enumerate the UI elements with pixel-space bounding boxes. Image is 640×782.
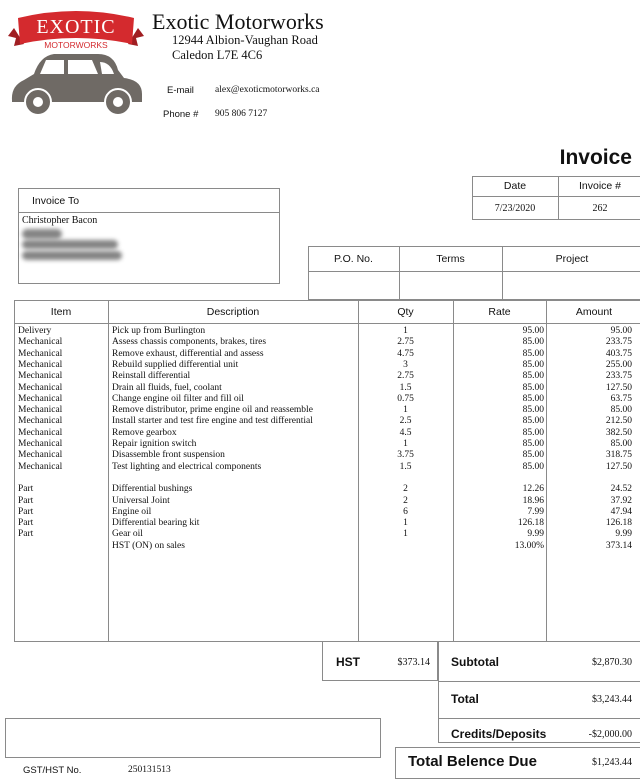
cell-amount: 47.94	[610, 506, 632, 517]
cell-amount: 403.75	[605, 348, 632, 359]
cell-amount: 85.00	[610, 439, 632, 449]
cell-rate: 85.00	[522, 427, 544, 438]
cell-qty: 2	[403, 484, 408, 495]
table-row	[0, 507, 640, 518]
cell-description: Disassemble front suspension	[112, 450, 225, 461]
phone-label: Phone #	[163, 109, 199, 120]
cell-qty: 2.5	[399, 416, 412, 427]
cell-rate: 85.00	[522, 450, 544, 461]
credits-label: Credits/Deposits	[451, 727, 547, 741]
invoice-number-value: 262	[592, 203, 608, 214]
cell-item: Part	[18, 495, 34, 506]
cell-description: Change engine oil filter and fill oil	[112, 393, 244, 404]
email-value: alex@exoticmotorworks.ca	[215, 85, 320, 95]
cell-rate: 85.00	[522, 359, 544, 370]
table-row	[0, 462, 640, 473]
date-label: Date	[503, 180, 527, 192]
table-row	[0, 394, 640, 405]
cell-amount: 37.92	[610, 495, 632, 506]
cell-description: Differential bearing kit	[112, 518, 200, 529]
cell-amount: 126.18	[605, 518, 632, 529]
customer-name: Christopher Bacon	[22, 215, 98, 226]
cell-rate: 85.00	[522, 461, 544, 472]
cell-rate: 85.00	[522, 382, 544, 393]
cell-qty: 1.5	[399, 461, 412, 472]
invoice-to-label: Invoice To	[32, 195, 80, 207]
cell-item: Part	[18, 518, 34, 529]
table-row	[0, 405, 640, 416]
table-row	[0, 439, 640, 450]
cell-description: Gear oil	[112, 529, 143, 540]
cell-rate: 13.00%	[514, 540, 544, 551]
cell-description: Install starter and test fire engine and test differential	[112, 416, 313, 427]
cell-item: Mechanical	[18, 405, 63, 416]
column-header-amount: Amount	[575, 306, 613, 318]
cell-rate: 126.18	[517, 518, 544, 529]
table-row	[0, 541, 640, 552]
cell-qty: 4.5	[399, 427, 412, 438]
cell-qty: 1	[403, 326, 408, 336]
cell-qty: 1	[403, 439, 408, 449]
gst-number: 250131513	[128, 765, 171, 775]
table-row	[0, 349, 640, 360]
gst-label: GST/HST No.	[23, 765, 82, 776]
terms-label: Terms	[436, 253, 465, 265]
table-row	[0, 337, 640, 348]
cell-qty: 2.75	[397, 371, 414, 382]
cell-item: Mechanical	[18, 337, 63, 348]
cell-item: Part	[18, 506, 34, 517]
cell-amount: 85.00	[610, 405, 632, 416]
cell-amount: 9.99	[615, 529, 632, 540]
cell-description: HST (ON) on sales	[112, 540, 185, 551]
table-row	[0, 326, 640, 337]
cell-qty: 1.5	[399, 382, 412, 393]
cell-qty: 4.75	[397, 348, 414, 359]
cell-amount: 373.14	[605, 540, 632, 551]
cell-amount: 63.75	[610, 393, 632, 404]
logo-word: EXOTIC	[36, 16, 116, 38]
hst-label: HST	[336, 655, 360, 669]
cell-item: Mechanical	[18, 393, 63, 404]
cell-rate: 85.00	[522, 348, 544, 359]
cell-amount: 127.50	[605, 461, 632, 472]
cell-rate: 7.99	[527, 506, 544, 517]
po-label: P.O. No.	[334, 253, 373, 265]
cell-qty: 1	[403, 529, 408, 540]
cell-description: Universal Joint	[112, 495, 170, 506]
cell-amount: 255.00	[605, 359, 632, 370]
phone-value: 905 806 7127	[215, 109, 268, 119]
subtotal-value: $2,870.30	[592, 657, 632, 668]
cell-description: Engine oil	[112, 506, 152, 517]
cell-item: Mechanical	[18, 427, 63, 438]
cell-amount: 233.75	[605, 371, 632, 382]
cell-rate: 18.96	[522, 495, 544, 506]
credits-value: -$2,000.00	[588, 729, 632, 740]
redacted-address	[22, 229, 62, 239]
cell-rate: 85.00	[522, 393, 544, 404]
table-row	[0, 360, 640, 371]
table-row	[0, 371, 640, 382]
cell-description: Test lighting and electrical components	[112, 461, 262, 472]
subtotal-label: Subtotal	[451, 655, 499, 669]
table-row	[0, 428, 640, 439]
invoice-number-label: Invoice #	[578, 180, 622, 192]
address-line-2: Caledon L7E 4C6	[172, 48, 263, 62]
cell-qty: 2	[403, 495, 408, 506]
cell-qty: 3.75	[397, 450, 414, 461]
column-header-item: Item	[50, 306, 72, 318]
cell-amount: 24.52	[610, 484, 632, 495]
cell-rate: 85.00	[522, 416, 544, 427]
cell-description: Rebuild supplied differential unit	[112, 359, 239, 370]
cell-rate: 9.99	[527, 529, 544, 540]
company-name: Exotic Motorworks	[152, 9, 324, 34]
total-label: Total	[451, 692, 479, 706]
cell-description: Repair ignition switch	[112, 439, 197, 449]
cell-item: Delivery	[18, 326, 52, 336]
table-row	[0, 383, 640, 394]
table-row	[0, 473, 640, 484]
company-logo	[6, 8, 146, 123]
cell-item: Mechanical	[18, 450, 63, 461]
cell-description: Drain all fluids, fuel, coolant	[112, 382, 222, 393]
cell-qty: 1	[403, 405, 408, 416]
cell-description: Pick up from Burlington	[112, 326, 206, 336]
cell-description: Remove exhaust, differential and assess	[112, 348, 264, 359]
memo-box	[5, 718, 381, 758]
address-line-1: 12944 Albion-Vaughan Road	[172, 33, 318, 47]
cell-description: Remove gearbox	[112, 427, 177, 438]
cell-description: Reinstall differential	[112, 371, 191, 382]
column-header-rate: Rate	[488, 306, 511, 318]
cell-item: Mechanical	[18, 359, 63, 370]
table-row	[0, 416, 640, 427]
cell-rate: 95.00	[522, 326, 544, 336]
cell-amount: 95.00	[610, 326, 632, 336]
balance-due-value: $1,243.44	[592, 757, 632, 768]
cell-item: Mechanical	[18, 461, 63, 472]
cell-rate: 85.00	[522, 337, 544, 348]
invoice-title: Invoice	[559, 146, 632, 169]
cell-rate: 85.00	[522, 405, 544, 416]
table-row	[0, 484, 640, 495]
hst-value: $373.14	[397, 657, 430, 668]
cell-item: Part	[18, 529, 34, 540]
table-row	[0, 496, 640, 507]
cell-amount: 233.75	[605, 337, 632, 348]
cell-qty: 1	[403, 518, 408, 529]
cell-rate: 85.00	[522, 439, 544, 449]
cell-item: Mechanical	[18, 416, 63, 427]
redacted-address	[22, 240, 118, 249]
cell-qty: 6	[403, 506, 408, 517]
total-value: $3,243.44	[592, 694, 632, 705]
cell-amount: 318.75	[605, 450, 632, 461]
cell-amount: 382.50	[605, 427, 632, 438]
email-label: E-mail	[167, 85, 194, 96]
cell-item: Mechanical	[18, 382, 63, 393]
column-header-description: Description	[206, 306, 260, 318]
cell-description: Differential bushings	[112, 484, 193, 495]
cell-amount: 212.50	[605, 416, 632, 427]
balance-due-label: Total Belence Due	[408, 753, 537, 770]
cell-rate: 85.00	[522, 371, 544, 382]
cell-qty: 3	[403, 359, 408, 370]
redacted-address	[22, 251, 122, 260]
cell-rate: 12.26	[522, 484, 544, 495]
cell-qty: 2.75	[397, 337, 414, 348]
column-header-qty: Qty	[397, 306, 414, 318]
project-label: Project	[555, 253, 589, 265]
date-value: 7/23/2020	[494, 203, 536, 214]
cell-amount: 127.50	[605, 382, 632, 393]
cell-item: Part	[18, 484, 34, 495]
cell-description: Remove distributor, prime engine oil and reassemble	[112, 405, 313, 416]
logo-subtitle: MOTORWORKS	[44, 40, 108, 50]
table-row	[0, 518, 640, 529]
table-row	[0, 450, 640, 461]
table-row	[0, 529, 640, 540]
cell-item: Mechanical	[18, 348, 63, 359]
cell-description: Assess chassis components, brakes, tires	[112, 337, 267, 348]
cell-item: Mechanical	[18, 439, 63, 449]
cell-qty: 0.75	[397, 393, 414, 404]
cell-item: Mechanical	[18, 371, 63, 382]
